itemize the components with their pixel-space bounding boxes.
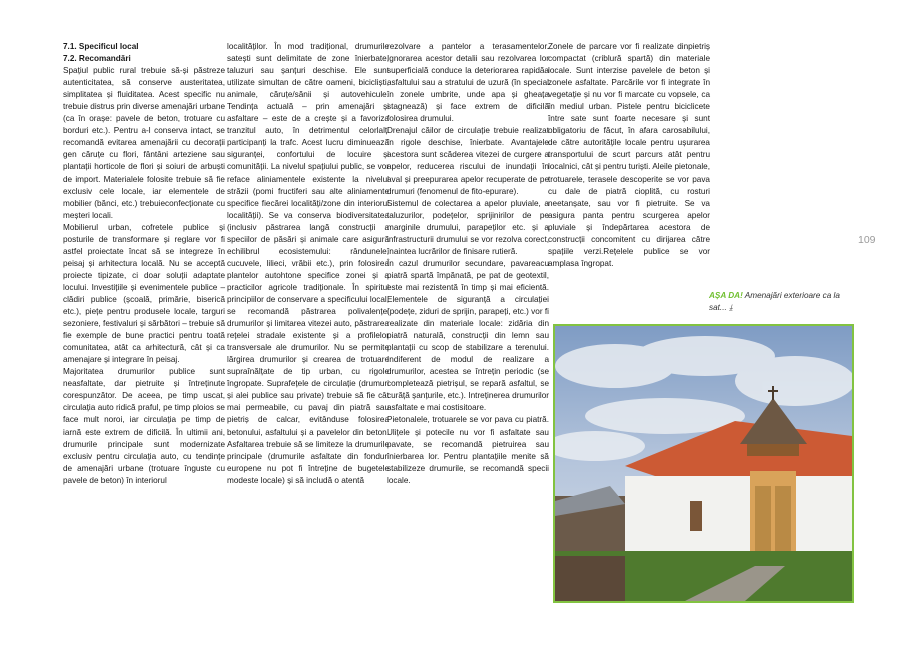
paragraph: Sistemul de colectarea a apelor pluviale, a taluzurilor, podețelor, sprijinirilor de pe marginile drumului, parapeților etc. și a infrastructurii drumului se vor rezolva corect, înaintea lucrărilor de finisare rutieră. xyxy=(387,198,549,256)
caption-text: Amenajări exterioare ca la sat... ⤓ xyxy=(709,291,840,312)
church-window xyxy=(690,501,702,531)
caption-lead: AȘA DA! xyxy=(709,291,743,300)
cross-horizontal xyxy=(768,390,778,392)
paragraph: Mobilierul urban, cofretele publice și posturile de transformare și reglare vor fi astfel proiectate încat să se integreze în peisaj și arhitectura locală. Nu se acceptă proiecte tipizate, ci doar soluții adaptate locului. Investițiile și evenimentele publice – clădiri publice (școală, primărie, biserică etc.), piețe pentru produsele locale, targuri sezoniere, festivaluri și sărbători – trebuie să fie exemple de bune practici pentru toată comunitatea, atât ca arhitectură, cât și ca amenajare și integrare în peisaj. xyxy=(63,222,226,365)
text-column-1 xyxy=(63,41,225,487)
paragraph: Drenajul căilor de circulație trebuie realizat în rigole deschise, înierbate. Avantajele acestora sunt scăderea vitezei de curgere a apelor, reducerea riscului de inundații în aval și preepurarea apelor recuperate de pe drumuri (fenomenul de fito-epurare). xyxy=(387,126,549,196)
paragraph: rezolvare a pantelor a terasamentelor. Ignorarea acestor detalii sau rezolvarea lor superficială conduce la deteriorarea rapidăa asfaltului sau a stratului de uzură (în special în zonele umbrite, unde apa și gheața stagnează) și face extrem de dificilă folosirea drumului. xyxy=(387,42,549,124)
text-column-3 xyxy=(387,41,549,487)
tower-base xyxy=(747,444,799,456)
paragraph: Zonele de parcare vor fi realizate dinpietriș compactat (criblură spartă) din materiale locale. Sunt interzise pavelele de beton și zonele asfaltate. Parcările vor fi integrate în vegetație și nu vor fi marcate cu vopsele, ca în mediul urban. Pistele pentru biciclicete între sate sunt foarte necesare și sunt obligatoriu de făcut, în afara carosabilului, de către autoritățile locale pentru ușurarea transportului de scurt parcurs atât pentru localnici, cât și pentru turiști. Aleile pietonale, trotuarele, terasele descoperite se vor pava cu dale de piatră cioplită, cu rosturi neetanșate, sau vor fi pietruite. Se va asigura panta pentru scurgerea apelor pluviale și îndepărtarea acestora de construcții concomitent cu dirijarea către spațiile verzi.Rețelele publice se vor amplasa îngropat. xyxy=(548,42,711,268)
section-heading: 7.2. Recomandări xyxy=(63,54,131,64)
paragraph: În cazul drumurilor secundare, pavareacu piatră spartă împănată, pe pat de geotextil, este mai rezistentă în timp și mai eficientă. Elementele de siguranță a circulației (podețe, ziduri de sprijin, parapeți, etc.) vor fi realizate din materiale locale: zidăria din piatră naturală, construcții din lemn sau plantații cu scop de stabilizare a terenului. Indiferent de modul de realizare a drumurilor, acestea se întrețin periodic (se completează pietrișul, se repară asfaltul, se curăță șanțurile, etc.). Intreținerea drumurilor asfaltate e mai costisitoare. xyxy=(387,258,549,413)
paragraph: Pietonalele, trotuarele se vor pava cu piatră. Ulițele și potecile nu vor fi asfaltate sau pavate, se recomandă pietruirea sau înierbarea lor. Pentru plantațiile menite să stabilizeze drumurile, se recomandă specii locale. xyxy=(387,415,549,485)
cross-vertical xyxy=(772,386,774,400)
text-column-4 xyxy=(548,41,710,270)
photo-caption xyxy=(709,290,859,314)
church-photo xyxy=(553,324,854,603)
paragraph: Spațiul public rural trebuie să-și păstreze autenticitatea, să conserve austeritatea, simplitatea și fluiditatea. Acest specific nu trebuie distrus prin diverse amenajări urbane (ca în orașe: pavele de beton, trotuare cu borduri etc.). Pentru a-l conserva intact, se recomandă evitarea amenajării cu decorații gen căruțe cu flori, fântâni arteziene sau plantații horticole de flori și soiuri de arbuști de import. Materialele folosite trebuie să fie exclusiv cele locale, iar elementele de mobilier (bănci, etc.) trebuieconfecționate cu meșteri locali. xyxy=(63,66,226,220)
paragraph: localităților. În mod tradițional, drumurile satești sunt delimitate de zone înierbate, taluzuri sau șanțuri deschise. Ele sunt utilizate simultan de către oameni, bicicliști, animale, căruțe/sănii și autovehicule. Tendința actuală – prin amenajări și asfaltare – este de a crește și a favoriza tranzitul auto, în detrimentul celorlalți participanți la trafc. Acest lucru diminuează siguranței, confortului de locuire și comunității. La nivelul spațiului public, se vor reface aliniamentele existente la nivelul străzii (pomi fructiferi sau alte aliniamente specifice fiecărei localități/zone din interiorul localității). Se va conserva biodiversitatea (inclusiv păstrarea langă construcții a speciilor de păsări și animale care asigură echilibrul ecosistemului: rândunele, cucuvele, lilieci, vrăbii etc.), prin folosirea plantelor autohtone specifice zonei și a practicilor agricole tradiționale. În spiritul principiilor de conservare a specificului local, se recomandă păstrarea polivalenței drumurilor și limitarea vitezei auto, păstrarea rețelei stradale existente și a profilelor transversale ale drumurilor. Nu se permite lărgirea drumurilor și crearea de trotuare supraînălțate de tip urban, cu rigole îngropate. Suprafețele de circulație (drumuri și alei publice sau private) trebuie să fie cât mai permeabile, cu pavaj din piatră sau pietriș de calcar, evitânduse folosirea betonului, asfaltului și a pavelelor din beton. Asfaltarea trebuie să se limiteze la drumurile principale (drumurile asfaltate din fonduri europene nu pot fi întreținе de bugetele modeste locale) și să includă o atentă xyxy=(227,42,389,485)
fence xyxy=(555,556,625,601)
paragraph: Majoritatea drumurilor publice sunt neasfaltate, dar pietruite și întreținute corespunzător. De aceea, pe timp uscat, circulația auto ridică praful, pe timp ploios se face mult noroi, iar circulația pe timp de iarnă este extrem de dificilă. În ultimii ani, drumurile principale sunt modernizate exclusiv pentru circulația auto, cu tendințe de amenajări urbane (trotuare înguste cu pavele de beton) în interiorul xyxy=(63,367,225,485)
church-illustration xyxy=(555,326,852,601)
section-heading: 7.1. Specificul local xyxy=(63,42,139,51)
text-column-2 xyxy=(227,41,389,487)
page-number: 109 xyxy=(858,234,876,246)
